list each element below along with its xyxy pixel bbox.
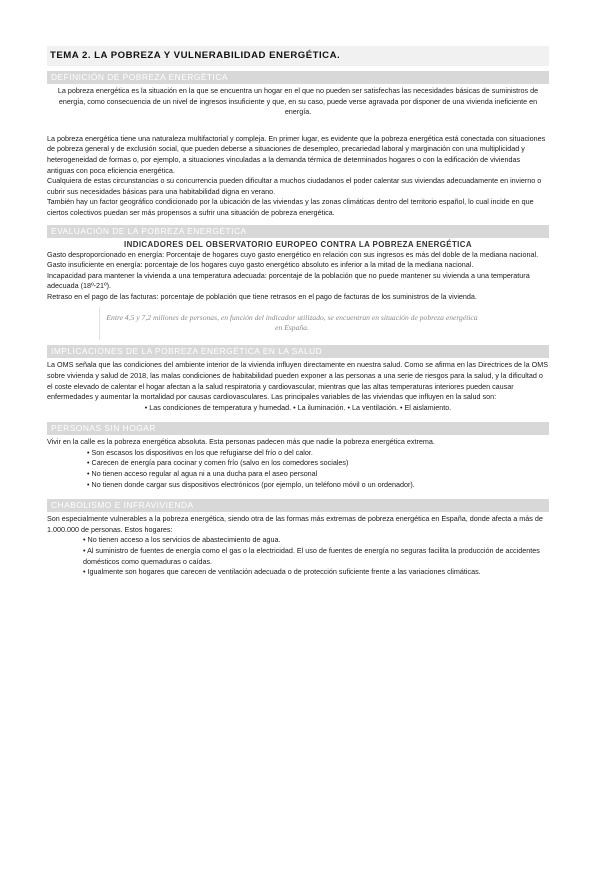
list-item: • Carecen de energía para cocinar y comen frío (salvo en los comedores sociales) xyxy=(87,458,349,468)
indicator-item: Gasto insuficiente en energía: porcentaje de los hogares cuyo gasto energético absoluto es inferior a la mitad de la mediana nacional. xyxy=(47,260,474,270)
indicators-subheading: INDICADORES DEL OBSERVATORIO EUROPEO CONTRA LA POBREZA ENERGÉTICA xyxy=(124,239,472,249)
highlight-quote: Entre 4,5 y 7,2 millones de personas, en función del indicador utilizado, se encuentran en situación de pobreza energética en España. xyxy=(99,307,484,341)
paragraph-circunstancias: Cualquiera de estas circunstancias o su concurrencia pueden dificultar a muchos ciudadanos el poder calentar sus viviendas adecuadamente en invierno o cubrir sus necesidades básicas para una habitabilidad digna en verano. xyxy=(47,176,542,196)
section-heading-salud: IMPLICACIONES DE LA POBREZA ENERGÉTICA EN LA SALUD xyxy=(47,345,549,358)
section-heading-definicion: DEFINICIÓN DE POBREZA ENERGÉTICA xyxy=(47,71,549,84)
list-item: • Son escasos los dispositivos en los que refugiarse del frío o del calor. xyxy=(87,447,313,457)
indicator-item: Retraso en el pago de las facturas: porcentaje de población que tiene retrasos en el pago de facturas de los suministros de la vivienda. xyxy=(47,291,477,301)
definition-paragraph: La pobreza energética es la situación en la que se encuentra un hogar en el que no pueden ser satisfechas las necesidades básicas de suministros de energía, como consecuencia de un nivel de ingresos insuficiente y que, en su caso, puede verse agravada por disponer de una vivienda ineficiente en energía. xyxy=(57,86,539,117)
list-item: • No tienen acceso a los servicios de abastecimiento de agua. xyxy=(83,535,281,545)
paragraph-sin-hogar: Vivir en la calle es la pobreza energética absoluta. Esta personas padecen más que nadie la pobreza energética extrema. xyxy=(47,437,435,447)
variables-list: • Las condiciones de temperatura y humedad. • La iluminación. • La ventilación. • El aislamiento. xyxy=(144,402,452,412)
paragraph-multifactorial: La pobreza energética tiene una naturaleza multifactorial y compleja. En primer lugar, es evidente que la pobreza energética está conectada con situaciones de pobreza general y de exclusión social, que pueden deberse a situaciones de desempleo, precariedad laboral y marginación con una multiplicidad y heterogeneidad de formas o, por ejemplo, a situaciones vinculadas a la demanda térmica de determinados hogares o con la edificación de viviendas antiguas con poca eficiencia energética. xyxy=(47,133,546,175)
list-item: • Al suministro de fuentes de energía como el gas o la electricidad. El uso de fuentes de energía no seguras facilita la producción de accidentes domésticos como quemaduras o caídas. xyxy=(83,546,540,566)
document-page xyxy=(0,46,599,894)
list-item: • No tienen acceso regular al agua ni a una ducha para el aseo personal xyxy=(87,469,318,479)
section-heading-sin-hogar: PERSONAS SIN HOGAR xyxy=(47,422,549,435)
paragraph-salud: La OMS señala que las condiciones del ambiente interior de la vivienda influyen directamente en nuestra salud. Como se afirma en las Directrices de la OMS sobre vivienda y salud de 2018, las malas condiciones de habitabilidad pueden exponer a las personas a una serie de riesgos para la salud, y la dificultad o el coste elevado de calentar el hogar afectan a la salud respiratoria y cardiovascular, mientras que las altas temperaturas interiores pueden causar enfermedades y aumentar la mortalidad por causas cardiovasculares. Las principales variables de las viviendas que influyen en la salud son: xyxy=(47,360,548,402)
indicator-item: Gasto desproporcionado en energía: Porcentaje de hogares cuyo gasto energético en relación con sus ingresos es más del doble de la mediana nacional. xyxy=(47,249,539,259)
paragraph-factor-geografico: También hay un factor geográfico condicionado por la ubicación de las viviendas y las zonas climáticas dentro del territorio español, lo cual incide en que ciertos colectivos puedan ser más propensos a sufrir una situación de pobreza energética. xyxy=(47,197,534,217)
list-item: • Igualmente son hogares que carecen de ventilación adecuada o de protección suficiente frente a las variaciones climáticas. xyxy=(83,567,481,577)
paragraph-chabolismo: Son especialmente vulnerables a la pobreza energética, siendo otra de las formas más extremas de pobreza energética en España, donde afecta a más de 1.000.000 de personas. Estos hogares: xyxy=(47,514,543,534)
indicator-item: Incapacidad para mantener la vivienda a una temperatura adecuada: porcentaje de la población que no puede mantener su vivienda a una temperatura adecuada (18º-21º). xyxy=(47,270,530,291)
list-item: • No tienen donde cargar sus dispositivos electrónicos (por ejemplo, un teléfono móvil o un ordenador). xyxy=(87,479,415,489)
section-heading-evaluacion: EVALUACIÓN DE LA POBREZA ENERGÉTICA xyxy=(47,225,549,238)
document-title: TEMA 2. LA POBREZA Y VULNERABILIDAD ENERGÉTICA. xyxy=(47,46,549,66)
section-heading-chabolismo: CHABOLISMO E INFRAVIVIENDA xyxy=(47,499,549,512)
